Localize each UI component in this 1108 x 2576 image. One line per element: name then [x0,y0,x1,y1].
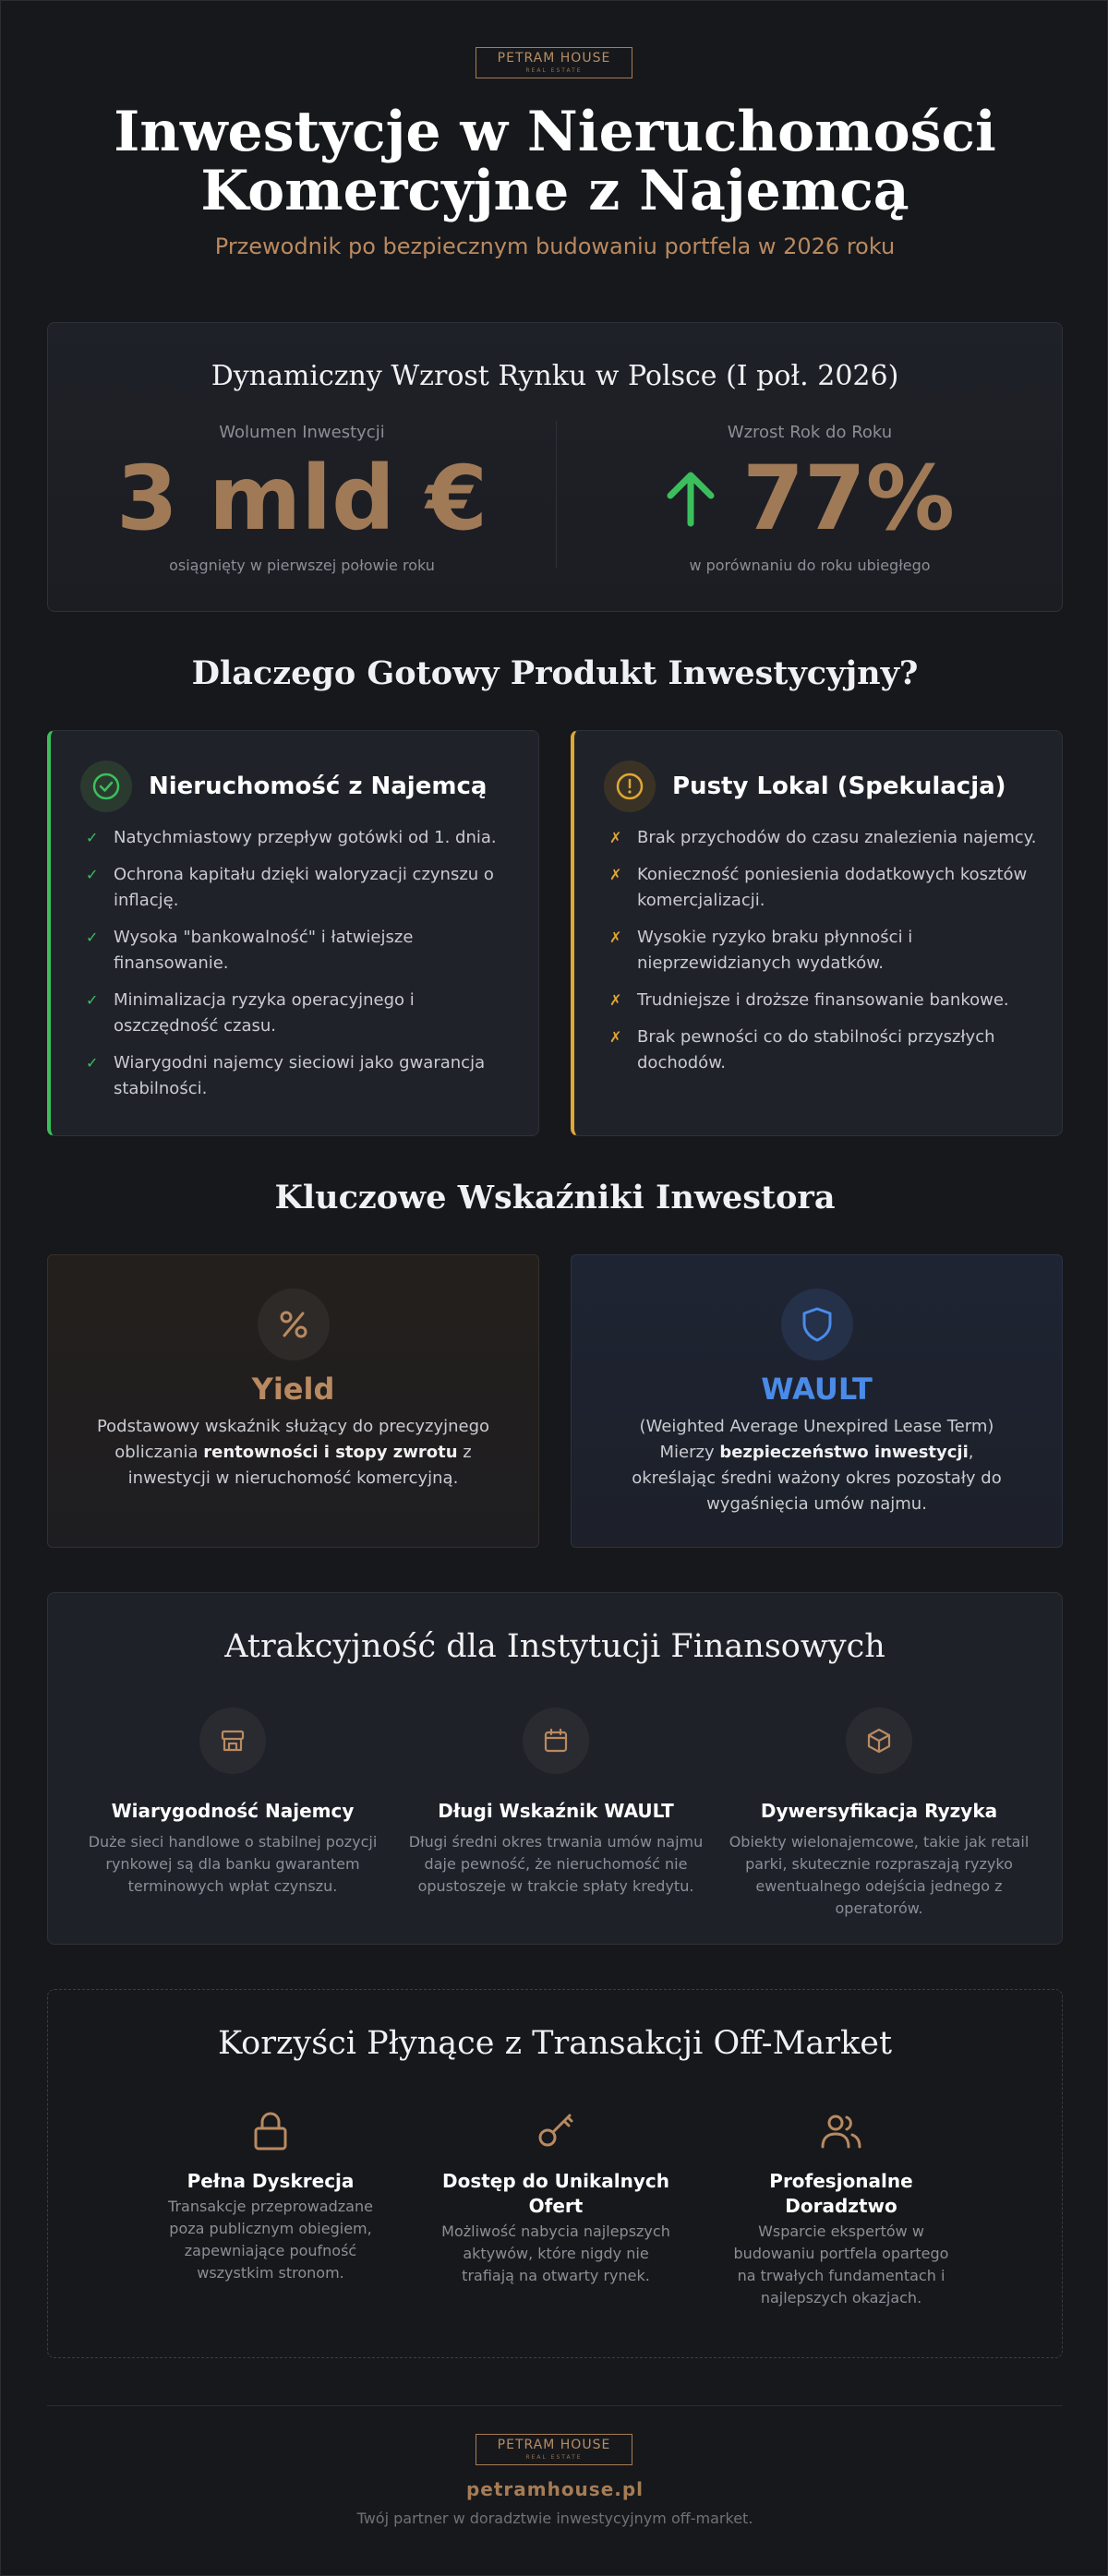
list-item-text: Natychmiastowy przepływ gotówki od 1. dnia. [114,828,497,847]
users-icon [726,2108,957,2154]
wault-card [571,1254,1063,1548]
market-stats-card [47,322,1063,612]
tenant-header [80,761,487,812]
institution-item-text: Długi średni okres trwania umów najmu daje pewność, że nieruchomość nie opustoszeje w trakcie spłaty kredytu. [408,1833,704,1895]
institution-item-text: Obiekty wielonajemcowe, takie jak retail parki, skutecznie rozpraszają ryzyko ewentualnego odejścia jednego z operatorów. [729,1833,1030,1917]
yield-text-a: Podstawowy wskaźnik służący do precyzyjnego obliczania [96,1417,490,1462]
cross-icon: ✗ [609,829,622,846]
footer-divider [47,2405,1063,2406]
tenant-card [47,730,539,1136]
empty-unit-card [571,730,1063,1136]
offmarket-item-text: Transakcje przeprowadzane poza publicznym obiegiem, zapewniające poufność wszystkim stronom. [168,2198,373,2282]
institution-item-title: Długi Wskaźnik WAULT [438,1800,674,1822]
empty-header [604,761,1006,812]
volume-number: 3 mld € [115,447,488,550]
wault-text-c: , określając średni ważony okres pozostały do wygaśnięcia umów najmu. [632,1443,1002,1514]
cross-icon: ✗ [609,866,622,883]
offmarket-item-text: Wsparcie ekspertów w budowaniu portfela opartego na trwałych fundamentach i najlepszych okazjach. [733,2223,949,2306]
offmarket-item [726,2108,957,2309]
list-item-text: Brak przychodów do czasu znalezienia najemcy. [637,828,1037,847]
offmarket-item [155,2108,386,2284]
list-item [86,825,514,851]
calendar-icon [523,1707,589,1774]
volume-label: Wolumen Inwestycji [219,423,385,442]
institution-item [80,1707,385,1898]
yield-description [94,1414,492,1492]
list-item-text: Wiarygodni najemcy sieciowi jako gwarancja stabilności. [114,1053,486,1098]
percent-icon [258,1288,330,1360]
institution-item-text: Duże sieci handlowe o stabilnej pozycji rynkowej są dla banku gwarantem terminowych wpłat czynszu. [88,1833,378,1895]
list-item [609,1024,1038,1076]
list-item-text: Ochrona kapitału dzięki waloryzacji czynszu o inflację. [114,865,494,910]
wault-title: WAULT [761,1372,873,1407]
growth-value [556,448,1064,549]
tenant-list [86,825,514,1113]
yield-text-c: z inwestycji w nieruchomość komercyjną. [127,1443,472,1488]
volume-stat [48,423,556,574]
offmarket-item-text: Możliwość nabycia najlepszych aktywów, które nigdy nie trafiają na otwarty rynek. [441,2223,670,2284]
offmarket-title: Korzyści Płynące z Transakcji Off-Market [217,2025,893,2062]
list-item [609,988,1038,1013]
cross-icon: ✗ [609,1028,622,1046]
market-title: Dynamiczny Wzrost Rynku w Polsce (I poł. 2026) [211,360,899,392]
list-item [86,988,514,1039]
store-icon [199,1707,266,1774]
title-line-1: Inwestycje w Nieruchomości [114,100,996,164]
list-item-text: Wysoka "bankowalność" i łatwiejsze finansowanie. [114,928,414,973]
growth-stat [556,423,1064,574]
volume-value [48,448,556,549]
page-title [1,102,1108,221]
wault-description [618,1414,1016,1517]
shield-icon [781,1288,853,1360]
arrow-up-icon [665,470,717,527]
list-item-text: Minimalizacja ryzyka operacyjnego i oszczędność czasu. [114,990,415,1036]
offmarket-item [440,2108,671,2287]
key-icon [440,2108,671,2154]
list-item [609,925,1038,976]
institution-item [403,1707,708,1898]
metrics-title: Kluczowe Wskaźniki Inwestora [274,1179,836,1216]
institutions-title: Atrakcyjność dla Instytucji Finansowych [224,1628,885,1665]
cross-icon: ✗ [609,991,622,1009]
check-icon: ✓ [86,929,99,946]
footer-brand-name: PETRAM HOUSE [497,2438,611,2452]
growth-number: 77% [742,447,955,550]
yield-title: Yield [251,1372,335,1407]
box-icon [846,1707,912,1774]
check-icon: ✓ [86,866,99,883]
list-item-text: Trudniejsze i droższe finansowanie bankowe. [637,990,1009,1010]
page-subtitle: Przewodnik po bezpiecznym budowaniu portfela w 2026 roku [214,234,896,259]
alert-circle-icon [604,761,656,812]
brand-logo [476,47,632,78]
empty-title: Pusty Lokal (Spekulacja) [672,773,1006,800]
growth-caption: w porównaniu do roku ubiegłego [689,557,931,574]
title-line-2: Komercyjne z Najemcą [200,159,909,223]
institution-item-title: Dywersyfikacja Ryzyka [760,1800,998,1822]
footer-brand-tagline: REAL ESTATE [525,2454,583,2461]
brand-tagline: REAL ESTATE [525,67,583,74]
empty-list [609,825,1038,1087]
list-item [609,862,1038,914]
wault-text-bold: bezpieczeństwo inwestycji [719,1443,969,1462]
institution-item [727,1707,1031,1920]
why-title: Dlaczego Gotowy Produkt Inwestycyjny? [191,654,919,692]
list-item [86,925,514,976]
footer-website-link[interactable]: petramhouse.pl [465,2478,644,2500]
list-item-text: Brak pewności co do stabilności przyszłych dochodów. [637,1027,995,1072]
offmarket-item-title: Pełna Dyskrecja [187,2170,355,2192]
growth-label: Wzrost Rok do Roku [727,423,893,442]
brand-name: PETRAM HOUSE [497,51,611,66]
list-item [86,862,514,914]
yield-text-bold: rentowności i stopy zwrotu [203,1443,458,1462]
volume-caption: osiągnięty w pierwszej połowie roku [169,557,435,574]
wault-text-a: (Weighted Average Unexpired Lease Term) Mierzy [639,1417,994,1462]
check-icon: ✓ [86,1054,99,1072]
yield-card [47,1254,539,1548]
footer-note: Twój partner w doradztwie inwestycyjnym off-market. [356,2510,753,2527]
check-icon: ✓ [86,829,99,846]
list-item [86,1050,514,1102]
cross-icon: ✗ [609,929,622,946]
check-circle-icon [80,761,132,812]
footer-logo [476,2434,632,2465]
offmarket-card [47,1989,1063,2358]
offmarket-item-title: Profesjonalne Doradztwo [769,2170,913,2217]
check-icon: ✓ [86,991,99,1009]
offmarket-item-title: Dostęp do Unikalnych Ofert [441,2170,670,2217]
lock-icon [155,2108,386,2154]
institution-item-title: Wiarygodność Najemcy [111,1800,355,1822]
tenant-title: Nieruchomość z Najemcą [149,773,488,800]
institutions-card [47,1592,1063,1945]
list-item-text: Wysokie ryzyko braku płynności i nieprzewidzianych wydatków. [637,928,913,973]
list-item-text: Konieczność poniesienia dodatkowych kosztów komercjalizacji. [637,865,1028,910]
list-item [609,825,1038,851]
